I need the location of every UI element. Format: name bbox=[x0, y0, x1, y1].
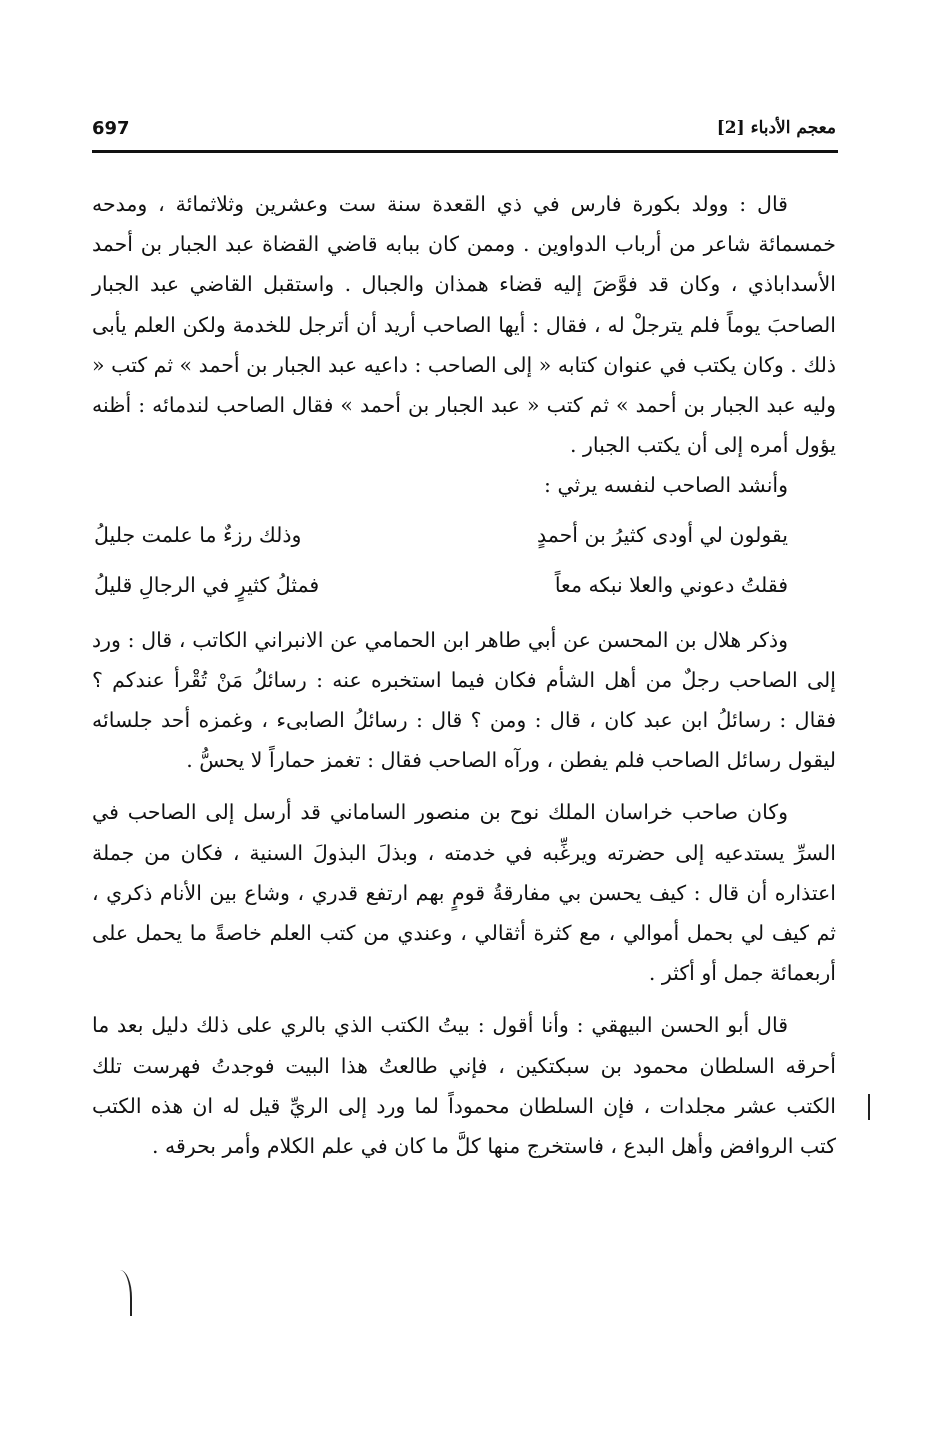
page-header bbox=[92, 114, 836, 154]
header-divider bbox=[92, 150, 838, 153]
poem-verse-2-first-hemistich: فقلتُ دعوني والعلا نبكه معاً bbox=[554, 572, 788, 597]
poem-introduction: وأنشد الصاحب لنفسه يرثي : bbox=[544, 473, 788, 498]
paragraph-bayhaqi-library: قال أبو الحسن البيهقي : وأنا أقول : بيتُ الكتب الذي بالري على ذلك دليل بعد ما أحرقه السلطان محمود بن سبكتكين ، فإني طالعتُ هذا البيت فوجدتُ فهرست تلك الكتب عشر مجلدات ، فإن السلطان محموداً لما ورد إلى الريِّ قيل له ان هذه الكتب كتب الروافض وأهل البدع ، فاستخرج منها كلَّ ما كان في علم الكلام وأمر بحرقه . bbox=[92, 1013, 836, 1159]
paragraph-judge-abd-al-jabbar: قال : وولد بكورة فارس في ذي القعدة سنة ست وعشرين وثلاثمائة ، ومدحه خمسمائة شاعر من أرباب الدواوين . وممن كان ببابه قاضي القضاة عبد الجبار بن أحمد الأسداباذي ، وكان قد فوَّضَ إليه قضاء همذان والجبال . واستقبل القاضي عبد الجبار الصاحبَ يوماً فلم يترجلْ له ، فقال : أيها الصاحب أريد أن أترجل للخدمة ولكن العلم يأبى ذلك . وكان يكتب في عنوان كتابه « إلى الصاحب : داعيه عبد الجبار بن أحمد » ثم كتب « وليه عبد الجبار بن أحمد » ثم كتب « عبد الجبار بن أحمد » فقال الصاحب لندمائه : أظنه يؤول أمره إلى أن يكتب الجبار . bbox=[92, 192, 836, 458]
poem-verse-1-first-hemistich: يقولون لي أودى كثيرُ بن أحمدٍ bbox=[537, 522, 788, 547]
poem bbox=[92, 510, 836, 610]
poem-verse-1-second-hemistich: وذلك رزءٌ ما علمت جليلُ bbox=[94, 522, 302, 547]
margin-mark-start bbox=[868, 1094, 870, 1120]
paragraph-khurasan-invitation: وكان صاحب خراسان الملك نوح بن منصور الساماني قد أرسل إلى الصاحب في السرِّ يستدعيه إلى حضرته ويرغِّبه في خدمته ، وبذلَ البذولَ السنية ، فكان من جملة اعتذاره أن قال : كيف يحسن بي مفارقةُ قومٍ بهم ارتفع قدري ، وشاع بين الأنام ذكري ، ثم كيف لي بحمل أموالي ، مع كثرة أثقالي ، وعندي من كتب العلم خاصةً ما يحمل على أربعمائة جمل أو أكثر . bbox=[92, 800, 836, 986]
running-title: معجم الأدباء [2] bbox=[716, 118, 836, 138]
poem-verse-2-second-hemistich: فمثلُ كثيرٍ في الرجالِ قليلُ bbox=[94, 572, 320, 597]
poem-verse-1 bbox=[92, 510, 836, 560]
poem-verse-2 bbox=[92, 560, 836, 610]
page-body bbox=[92, 184, 836, 1166]
page-number: 697 bbox=[92, 118, 130, 139]
paragraph-hilal-anecdote: وذكر هلال بن المحسن عن أبي طاهر ابن الحمامي عن الانبراني الكاتب ، قال : ورد إلى الصاحب رجلٌ من أهل الشأم فكان فيما استخبره عنه : رسائلُ مَنْ تُقْرأ عندكم ؟ فقال : رسائلُ ابن عبد كان ، قال : ومن ؟ قال : رسائلُ الصابىء ، وغمزه أحد جلسائه ليقول رسائل الصاحب فلم يفطن ، ورآه الصاحب فقال : تغمز حماراً لا يحسُّ . bbox=[92, 627, 836, 773]
margin-mark-end bbox=[114, 1270, 132, 1316]
